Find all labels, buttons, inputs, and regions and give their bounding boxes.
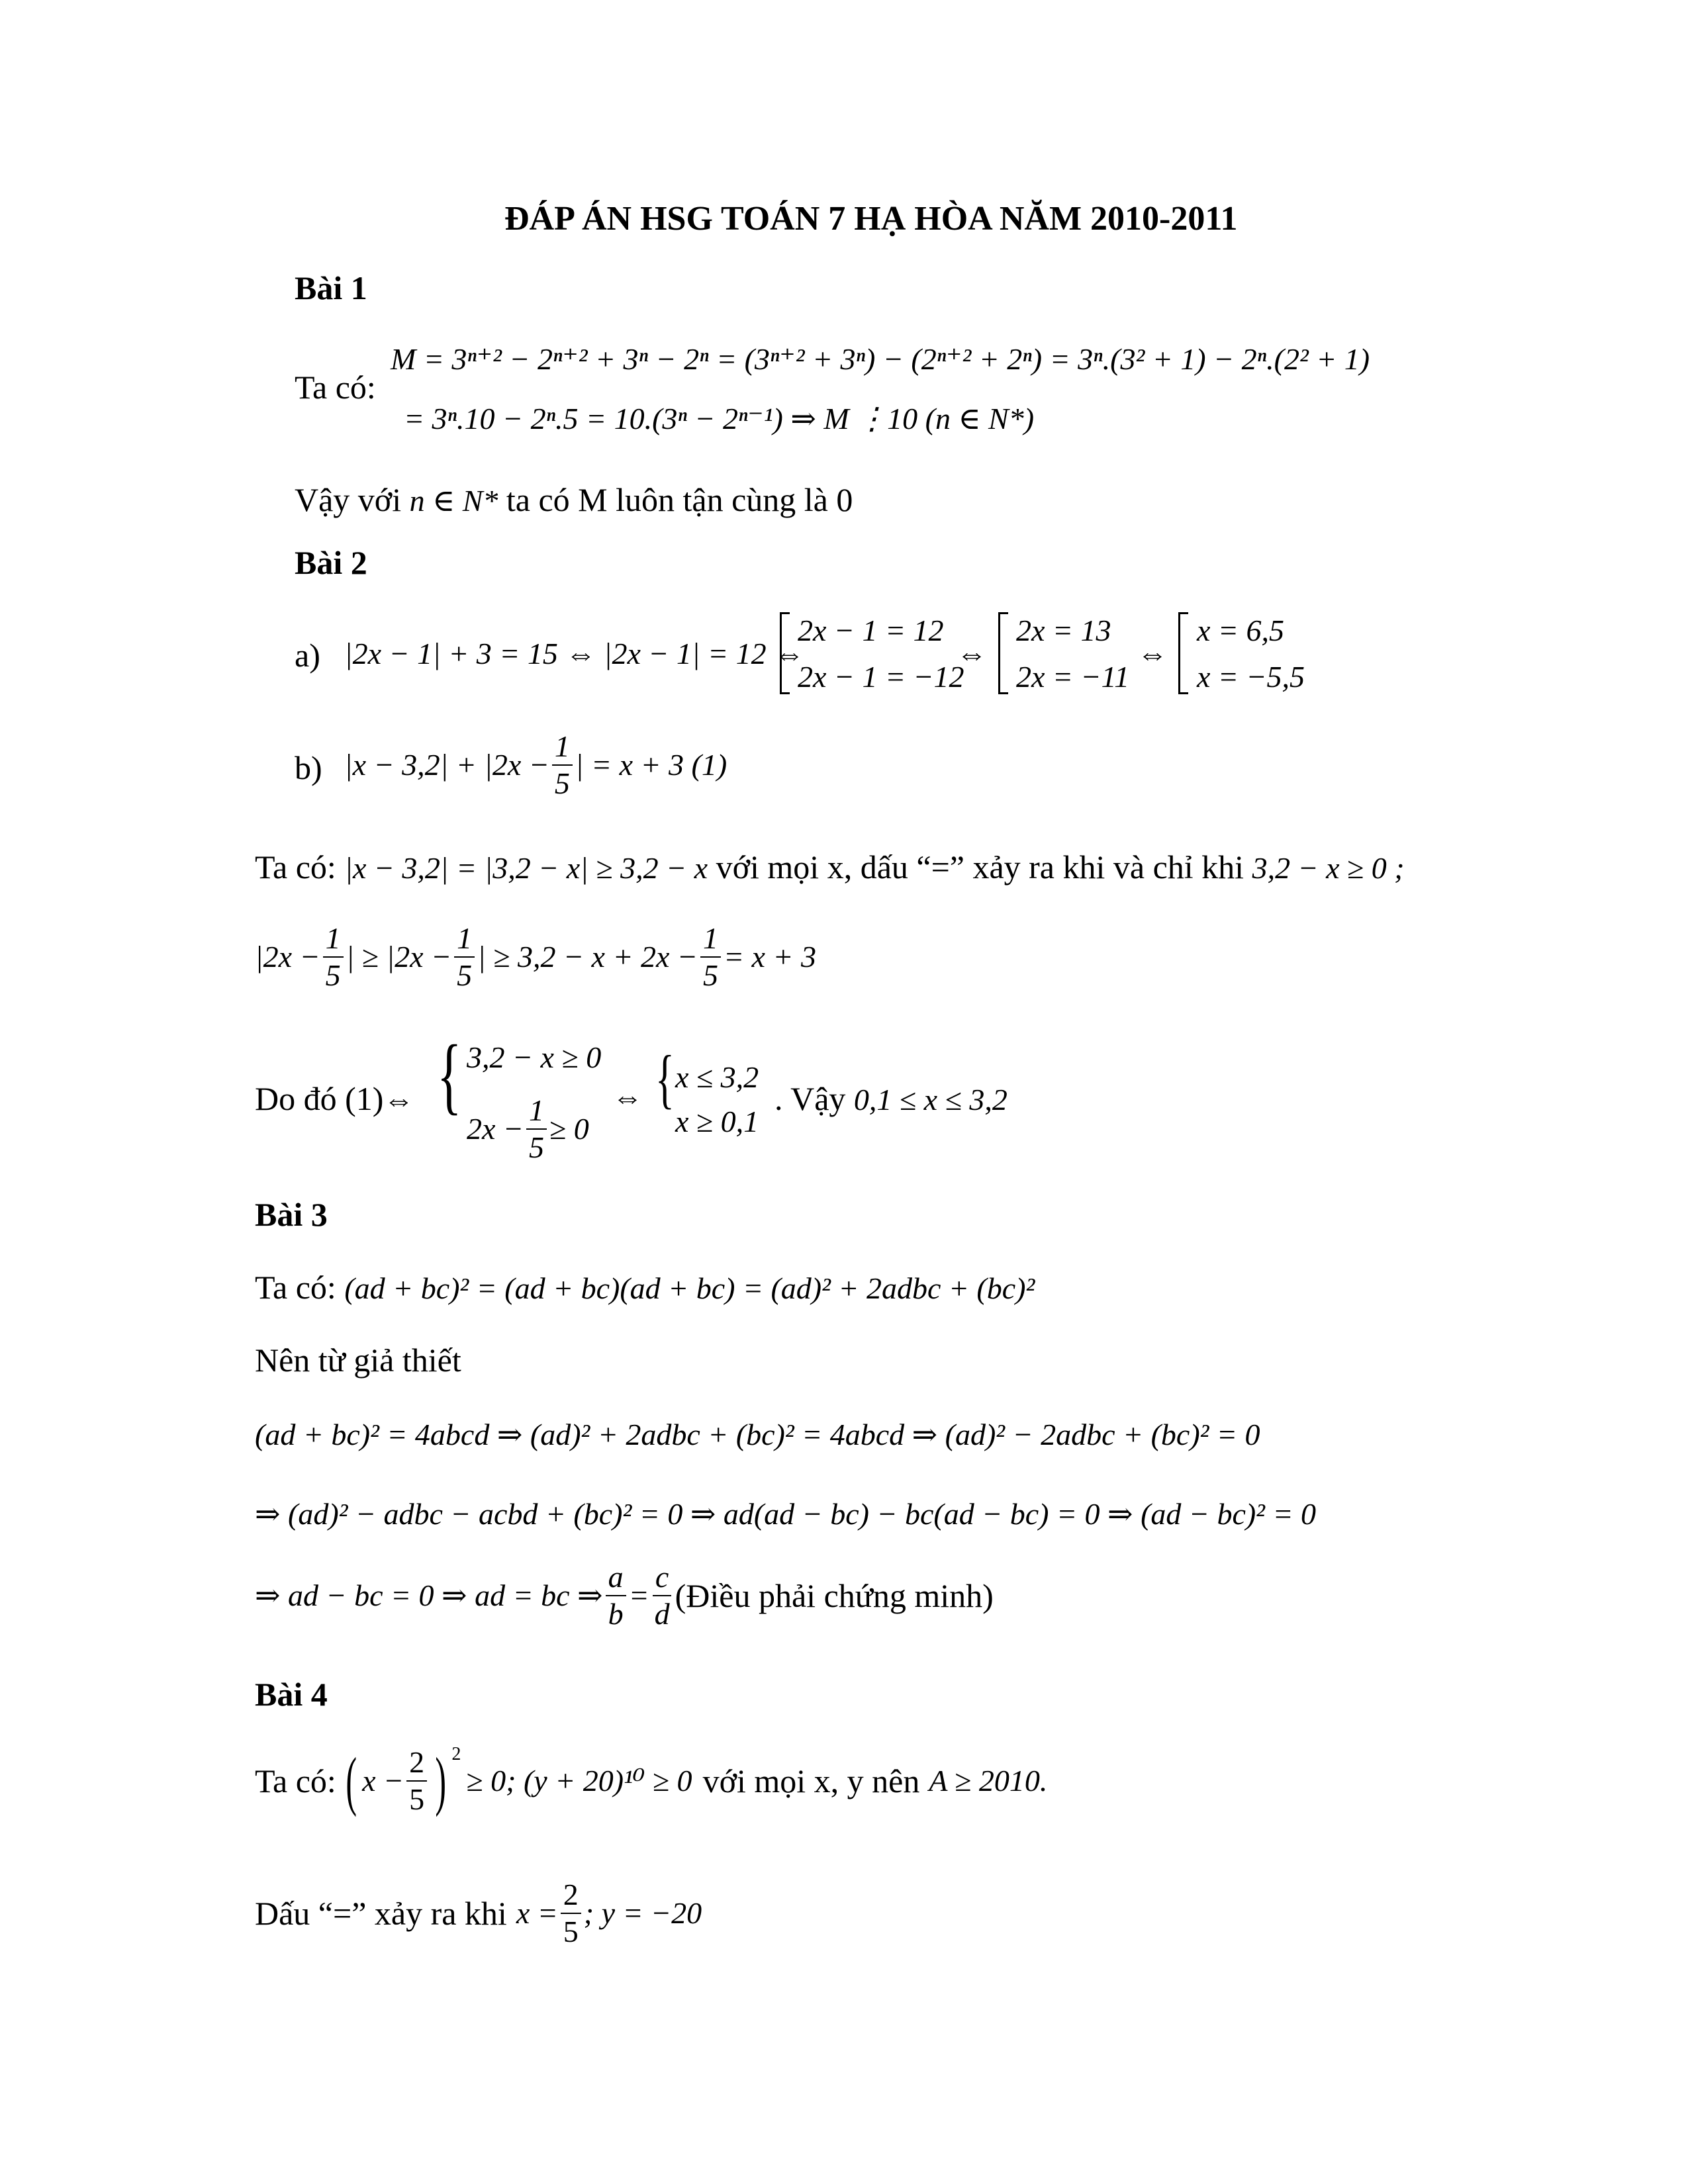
bai2-a-equiv-2: ⇔ [1137,637,1168,670]
bai2-a-case2-bottom: 2x = −11 [1016,660,1130,694]
bai3-line2: Nên từ giả thiết [255,1342,461,1379]
bai2-b-eq [344,731,727,799]
bai2-a-label: a) [295,637,320,674]
bai2-a-case2-top: 2x = 13 [1016,614,1111,647]
bai2-do-do-text: Do đó (1) [255,1080,384,1117]
bai2-a-equiv-1: ⇔ [957,637,987,670]
bai3-line5-math: ⇒ ad − bc = 0 ⇒ ad = bc ⇒ [255,1578,603,1612]
right-paren-icon: ) [435,1744,447,1817]
fraction-numerator: 1 [700,923,721,958]
bai2-line3-condition: 3,2 − x ≥ 0 ; [1252,851,1405,885]
fraction-denominator: b [608,1597,624,1631]
fraction-denominator: d [654,1597,670,1631]
bai3-fraction-a-b [606,1562,626,1629]
bai2-vay-text: . Vậy [774,1080,846,1117]
bai4-heading: Bài 4 [255,1676,328,1713]
fraction-numerator: 1 [454,923,475,958]
bai4-line2-fraction [561,1880,581,1947]
fraction-denominator: 5 [409,1782,425,1816]
bai2-line4-d: = x + 3 [723,940,816,974]
fraction-denominator: 5 [554,766,570,800]
bai1-conclusion-b: ta có M luôn tận cùng là 0 [506,481,853,518]
bai2-sys1-row1: 3,2 − x ≥ 0 [467,1040,602,1074]
bai2-heading: Bài 2 [295,544,367,581]
left-brace-icon: { [437,1028,462,1123]
bai2-sys2-row2: x ≥ 0,1 [675,1105,759,1138]
bai2-a-bracket-1 [780,612,790,694]
left-brace-icon: { [655,1042,675,1115]
bai2-a-case3-bottom: x = −5,5 [1197,660,1305,694]
bai4-line1-math2: A ≥ 2010. [929,1764,1048,1797]
bai2-a-case1-bottom: 2x − 1 = −12 [798,660,964,694]
bai4-line1-fraction [406,1747,427,1815]
bai1-conclusion [295,483,853,516]
bai2-sys1-fraction [526,1095,547,1163]
bai2-line3-text: với mọi x, dấu “=” xảy ra khi và chỉ khi [716,848,1244,886]
bai2-b-label: b) [295,749,322,786]
fraction-denominator: 5 [563,1915,579,1948]
bai2-a-case3-top: x = 6,5 [1197,614,1284,647]
bai3-line5 [255,1562,994,1629]
bai3-line1-label: Ta có: [255,1269,336,1306]
bai4-line2-text: Dấu “=” xảy ra khi [255,1895,507,1932]
bai1-label: Ta có: [295,369,376,406]
bai2-line4-c: | ≥ 3,2 − x + 2x − [477,940,698,974]
fraction-denominator: 5 [528,1130,544,1164]
bai2-line4-b: | ≥ |2x − [346,940,452,974]
fraction-denominator: 5 [457,958,473,992]
bai4-line1-x: x − [362,1764,404,1797]
bai2-line3-math: |x − 3,2| = |3,2 − x| ≥ 3,2 − x [344,851,708,885]
fraction-numerator: a [606,1562,626,1596]
bai3-line3: (ad + bc)² = 4abcd ⇒ (ad)² + 2adbc + (bc)² = 4abcd ⇒ (ad)² − 2adbc + (bc)² = 0 [255,1418,1260,1451]
bai2-sys1-row2-b: ≥ 0 [549,1112,589,1146]
bai3-line1 [255,1271,1035,1304]
bai4-line2-math2: ; y = −20 [583,1896,702,1930]
bai1-eq1: M = 3ⁿ⁺² − 2ⁿ⁺² + 3ⁿ − 2ⁿ = (3ⁿ⁺² + 3ⁿ) − (2ⁿ⁺² + 2ⁿ) = 3ⁿ.(3² + 1) − 2ⁿ.(2² + 1) [391,342,1370,376]
fraction-numerator: 1 [323,923,344,958]
fraction-denominator: 5 [325,958,341,992]
bai2-line4-fraction-2 [454,923,475,991]
bai2-line4 [255,923,816,991]
bai1-conclusion-a: Vậy với [295,481,402,518]
bai3-line5-text: (Điều phải chứng minh) [675,1577,994,1614]
left-paren-icon: ( [346,1744,357,1817]
bai4-line1 [255,1744,1048,1817]
bai4-line1-exponent: 2 [451,1744,461,1764]
bai2-a-bracket-2 [998,612,1008,694]
bai2-a-eq: |2x − 1| + 3 = 15 ⇔ |2x − 1| = 12 ⇔ [344,637,805,670]
bai2-sys1-row2-a: 2x − [467,1112,524,1146]
bai4-line2 [255,1880,702,1947]
bai2-sys1-row2 [467,1095,589,1163]
fraction-numerator: 1 [552,731,573,766]
bai4-line1-text: với mọi x, y nên [702,1762,920,1799]
fraction-numerator: 2 [561,1880,581,1914]
fraction-denominator: 5 [702,958,718,992]
bai3-fraction-c-d [652,1562,673,1629]
bai3-line4: ⇒ (ad)² − adbc − acbd + (bc)² = 0 ⇒ ad(ad − bc) − bc(ad − bc) = 0 ⇒ (ad − bc)² = 0 [255,1497,1317,1531]
bai2-b-fraction [552,731,573,799]
bai2-line3-label: Ta có: [255,848,336,886]
bai2-b-eq-right: | = x + 3 (1) [575,748,727,782]
bai1-conclusion-math: n ∈ N* [409,484,498,518]
bai2-do-do-equiv: ⇔ [383,1083,414,1116]
fraction-numerator: c [653,1562,671,1596]
bai2-line3 [255,850,1405,884]
bai1-eq2: = 3ⁿ.10 − 2ⁿ.5 = 10.(3ⁿ − 2ⁿ⁻¹) ⇒ M ⋮10 (n ∈ N*) [404,402,1035,435]
bai3-line5-equals: = [628,1578,649,1612]
bai4-line1-label: Ta có: [255,1762,336,1799]
bai2-line4-fraction-3 [700,923,721,991]
bai2-sys2-row1: x ≤ 3,2 [675,1060,759,1094]
bai3-heading: Bài 3 [255,1196,328,1233]
page-title: ĐÁP ÁN HSG TOÁN 7 HẠ HÒA NĂM 2010-2011 [504,200,1238,238]
bai2-b-eq-left: |x − 3,2| + |2x − [344,748,549,782]
bai4-line2-math: x = [516,1896,558,1930]
bai4-line1-math1: ≥ 0; (y + 20)¹⁰ ≥ 0 [466,1764,692,1797]
bai2-sys-equiv: ⇔ [612,1080,643,1114]
bai2-a-bracket-3 [1178,612,1188,694]
bai2-vay [774,1082,1008,1115]
bai2-a-case1-top: 2x − 1 = 12 [798,614,944,647]
bai3-line1-math: (ad + bc)² = (ad + bc)(ad + bc) = (ad)² + 2adbc + (bc)² [344,1271,1035,1305]
bai2-do-do [255,1082,414,1115]
bai2-line4-fraction-1 [323,923,344,991]
fraction-numerator: 1 [526,1095,547,1130]
bai1-heading: Bài 1 [295,269,367,306]
bai2-vay-math: 0,1 ≤ x ≤ 3,2 [853,1083,1008,1116]
bai2-line4-a: |2x − [255,940,320,974]
fraction-numerator: 2 [406,1747,427,1782]
